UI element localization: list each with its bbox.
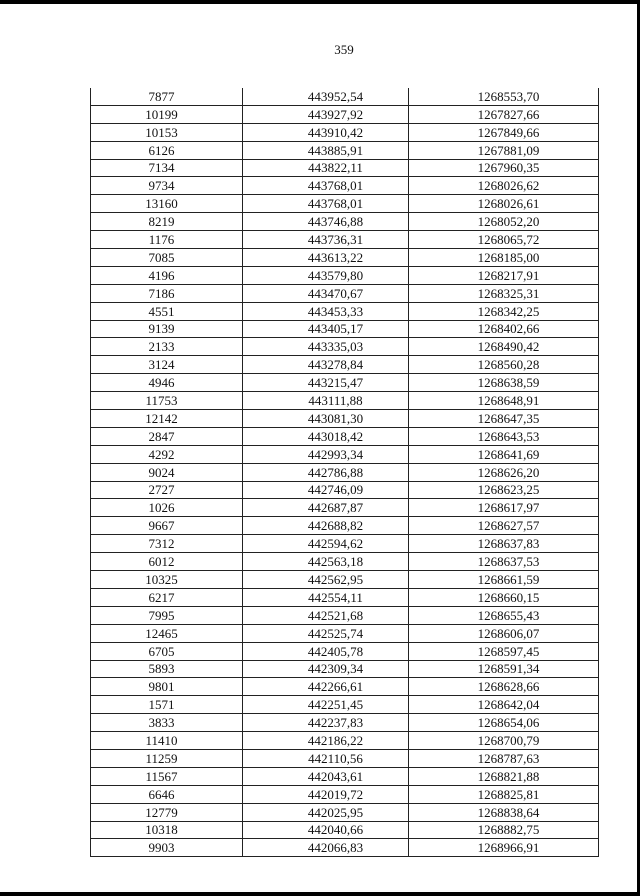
table-row — [91, 696, 599, 714]
coordinates-table-container — [90, 88, 598, 857]
point-number-cell: 8219 — [91, 213, 243, 231]
y-coordinate-cell: 1268787,63 — [409, 749, 599, 767]
x-coordinate-cell: 442521,68 — [243, 606, 409, 624]
y-coordinate-cell: 1268641,69 — [409, 445, 599, 463]
point-number-cell: 10325 — [91, 571, 243, 589]
point-number-cell: 9903 — [91, 839, 243, 857]
table-row — [91, 338, 599, 356]
table-row — [91, 785, 599, 803]
x-coordinate-cell: 442554,11 — [243, 588, 409, 606]
table-row — [91, 320, 599, 338]
point-number-cell: 7134 — [91, 159, 243, 177]
point-number-cell: 6012 — [91, 553, 243, 571]
point-number-cell: 11410 — [91, 732, 243, 750]
point-number-cell: 9734 — [91, 177, 243, 195]
x-coordinate-cell: 443822,11 — [243, 159, 409, 177]
table-row — [91, 571, 599, 589]
y-coordinate-cell: 1268627,57 — [409, 517, 599, 535]
table-row — [91, 642, 599, 660]
x-coordinate-cell: 443910,42 — [243, 123, 409, 141]
y-coordinate-cell: 1268342,25 — [409, 302, 599, 320]
table-row — [91, 481, 599, 499]
table-row — [91, 410, 599, 428]
point-number-cell: 4292 — [91, 445, 243, 463]
y-coordinate-cell: 1268026,62 — [409, 177, 599, 195]
y-coordinate-cell: 1267849,66 — [409, 123, 599, 141]
y-coordinate-cell: 1268553,70 — [409, 88, 599, 105]
x-coordinate-cell: 442746,09 — [243, 481, 409, 499]
x-coordinate-cell: 442594,62 — [243, 535, 409, 553]
x-coordinate-cell: 442993,34 — [243, 445, 409, 463]
y-coordinate-cell: 1268700,79 — [409, 732, 599, 750]
y-coordinate-cell: 1268325,31 — [409, 284, 599, 302]
point-number-cell: 4196 — [91, 266, 243, 284]
point-number-cell: 7186 — [91, 284, 243, 302]
x-coordinate-cell: 443335,03 — [243, 338, 409, 356]
table-row — [91, 213, 599, 231]
point-number-cell: 9801 — [91, 678, 243, 696]
x-coordinate-cell: 443470,67 — [243, 284, 409, 302]
x-coordinate-cell: 442266,61 — [243, 678, 409, 696]
y-coordinate-cell: 1268052,20 — [409, 213, 599, 231]
y-coordinate-cell: 1268065,72 — [409, 231, 599, 249]
point-number-cell: 10153 — [91, 123, 243, 141]
table-row — [91, 714, 599, 732]
x-coordinate-cell: 443018,42 — [243, 427, 409, 445]
y-coordinate-cell: 1267960,35 — [409, 159, 599, 177]
point-number-cell: 6126 — [91, 141, 243, 159]
x-coordinate-cell: 443579,80 — [243, 266, 409, 284]
x-coordinate-cell: 442405,78 — [243, 642, 409, 660]
point-number-cell: 2847 — [91, 427, 243, 445]
y-coordinate-cell: 1268617,97 — [409, 499, 599, 517]
point-number-cell: 13160 — [91, 195, 243, 213]
table-row — [91, 374, 599, 392]
y-coordinate-cell: 1268821,88 — [409, 767, 599, 785]
point-number-cell: 10318 — [91, 821, 243, 839]
point-number-cell: 3124 — [91, 356, 243, 374]
point-number-cell: 9139 — [91, 320, 243, 338]
point-number-cell: 7085 — [91, 249, 243, 267]
y-coordinate-cell: 1267881,09 — [409, 141, 599, 159]
y-coordinate-cell: 1268643,53 — [409, 427, 599, 445]
coordinates-table-body — [91, 88, 599, 857]
x-coordinate-cell: 442043,61 — [243, 767, 409, 785]
table-row — [91, 356, 599, 374]
y-coordinate-cell: 1268217,91 — [409, 266, 599, 284]
table-row — [91, 123, 599, 141]
x-coordinate-cell: 443746,88 — [243, 213, 409, 231]
table-row — [91, 839, 599, 857]
table-row — [91, 392, 599, 410]
table-row — [91, 660, 599, 678]
page-number: 359 — [334, 42, 354, 57]
x-coordinate-cell: 442066,83 — [243, 839, 409, 857]
table-row — [91, 284, 599, 302]
y-coordinate-cell: 1268560,28 — [409, 356, 599, 374]
table-row — [91, 302, 599, 320]
x-coordinate-cell: 442563,18 — [243, 553, 409, 571]
x-coordinate-cell: 442687,87 — [243, 499, 409, 517]
x-coordinate-cell: 443736,31 — [243, 231, 409, 249]
x-coordinate-cell: 442562,95 — [243, 571, 409, 589]
y-coordinate-cell: 1268490,42 — [409, 338, 599, 356]
y-coordinate-cell: 1268402,66 — [409, 320, 599, 338]
point-number-cell: 7877 — [91, 88, 243, 105]
point-number-cell: 6705 — [91, 642, 243, 660]
table-row — [91, 535, 599, 553]
y-coordinate-cell: 1268026,61 — [409, 195, 599, 213]
y-coordinate-cell: 1268838,64 — [409, 803, 599, 821]
table-row — [91, 803, 599, 821]
point-number-cell: 2133 — [91, 338, 243, 356]
y-coordinate-cell: 1268628,66 — [409, 678, 599, 696]
y-coordinate-cell: 1268648,91 — [409, 392, 599, 410]
x-coordinate-cell: 442688,82 — [243, 517, 409, 535]
table-row — [91, 606, 599, 624]
y-coordinate-cell: 1268966,91 — [409, 839, 599, 857]
scan-border-top — [0, 0, 640, 4]
point-number-cell: 11567 — [91, 767, 243, 785]
table-row — [91, 767, 599, 785]
table-row — [91, 141, 599, 159]
point-number-cell: 4946 — [91, 374, 243, 392]
point-number-cell: 12142 — [91, 410, 243, 428]
table-row — [91, 499, 599, 517]
y-coordinate-cell: 1268642,04 — [409, 696, 599, 714]
point-number-cell: 9667 — [91, 517, 243, 535]
y-coordinate-cell: 1268637,53 — [409, 553, 599, 571]
table-row — [91, 588, 599, 606]
point-number-cell: 10199 — [91, 105, 243, 123]
x-coordinate-cell: 442251,45 — [243, 696, 409, 714]
table-row — [91, 821, 599, 839]
y-coordinate-cell: 1268591,34 — [409, 660, 599, 678]
x-coordinate-cell: 442110,56 — [243, 749, 409, 767]
y-coordinate-cell: 1268660,15 — [409, 588, 599, 606]
y-coordinate-cell: 1268623,25 — [409, 481, 599, 499]
table-row — [91, 553, 599, 571]
x-coordinate-cell: 443927,92 — [243, 105, 409, 123]
table-row — [91, 266, 599, 284]
table-row — [91, 732, 599, 750]
x-coordinate-cell: 443278,84 — [243, 356, 409, 374]
table-row — [91, 105, 599, 123]
y-coordinate-cell: 1268882,75 — [409, 821, 599, 839]
coordinates-table — [90, 88, 599, 857]
table-row — [91, 159, 599, 177]
x-coordinate-cell: 442525,74 — [243, 624, 409, 642]
x-coordinate-cell: 443768,01 — [243, 177, 409, 195]
point-number-cell: 4551 — [91, 302, 243, 320]
point-number-cell: 1571 — [91, 696, 243, 714]
y-coordinate-cell: 1268654,06 — [409, 714, 599, 732]
point-number-cell: 7312 — [91, 535, 243, 553]
y-coordinate-cell: 1268597,45 — [409, 642, 599, 660]
x-coordinate-cell: 443885,91 — [243, 141, 409, 159]
x-coordinate-cell: 442040,66 — [243, 821, 409, 839]
point-number-cell: 7995 — [91, 606, 243, 624]
x-coordinate-cell: 442025,95 — [243, 803, 409, 821]
table-row — [91, 195, 599, 213]
point-number-cell: 5893 — [91, 660, 243, 678]
y-coordinate-cell: 1267827,66 — [409, 105, 599, 123]
x-coordinate-cell: 442309,34 — [243, 660, 409, 678]
point-number-cell: 11259 — [91, 749, 243, 767]
scan-border-bottom — [0, 892, 640, 896]
y-coordinate-cell: 1268647,35 — [409, 410, 599, 428]
x-coordinate-cell: 443405,17 — [243, 320, 409, 338]
y-coordinate-cell: 1268637,83 — [409, 535, 599, 553]
table-row — [91, 445, 599, 463]
x-coordinate-cell: 443952,54 — [243, 88, 409, 105]
point-number-cell: 1026 — [91, 499, 243, 517]
table-row — [91, 749, 599, 767]
point-number-cell: 12465 — [91, 624, 243, 642]
y-coordinate-cell: 1268655,43 — [409, 606, 599, 624]
table-row — [91, 678, 599, 696]
y-coordinate-cell: 1268606,07 — [409, 624, 599, 642]
x-coordinate-cell: 442237,83 — [243, 714, 409, 732]
table-row — [91, 249, 599, 267]
x-coordinate-cell: 443768,01 — [243, 195, 409, 213]
y-coordinate-cell: 1268626,20 — [409, 463, 599, 481]
x-coordinate-cell: 442019,72 — [243, 785, 409, 803]
point-number-cell: 6217 — [91, 588, 243, 606]
table-row — [91, 231, 599, 249]
x-coordinate-cell: 443215,47 — [243, 374, 409, 392]
x-coordinate-cell: 443453,33 — [243, 302, 409, 320]
point-number-cell: 11753 — [91, 392, 243, 410]
point-number-cell: 9024 — [91, 463, 243, 481]
table-row — [91, 463, 599, 481]
table-row — [91, 517, 599, 535]
y-coordinate-cell: 1268661,59 — [409, 571, 599, 589]
x-coordinate-cell: 443081,30 — [243, 410, 409, 428]
point-number-cell: 3833 — [91, 714, 243, 732]
x-coordinate-cell: 442186,22 — [243, 732, 409, 750]
table-row — [91, 427, 599, 445]
point-number-cell: 1176 — [91, 231, 243, 249]
table-row — [91, 624, 599, 642]
y-coordinate-cell: 1268825,81 — [409, 785, 599, 803]
x-coordinate-cell: 442786,88 — [243, 463, 409, 481]
table-row — [91, 177, 599, 195]
x-coordinate-cell: 443613,22 — [243, 249, 409, 267]
point-number-cell: 12779 — [91, 803, 243, 821]
point-number-cell: 2727 — [91, 481, 243, 499]
point-number-cell: 6646 — [91, 785, 243, 803]
table-row — [91, 88, 599, 105]
y-coordinate-cell: 1268638,59 — [409, 374, 599, 392]
y-coordinate-cell: 1268185,00 — [409, 249, 599, 267]
x-coordinate-cell: 443111,88 — [243, 392, 409, 410]
